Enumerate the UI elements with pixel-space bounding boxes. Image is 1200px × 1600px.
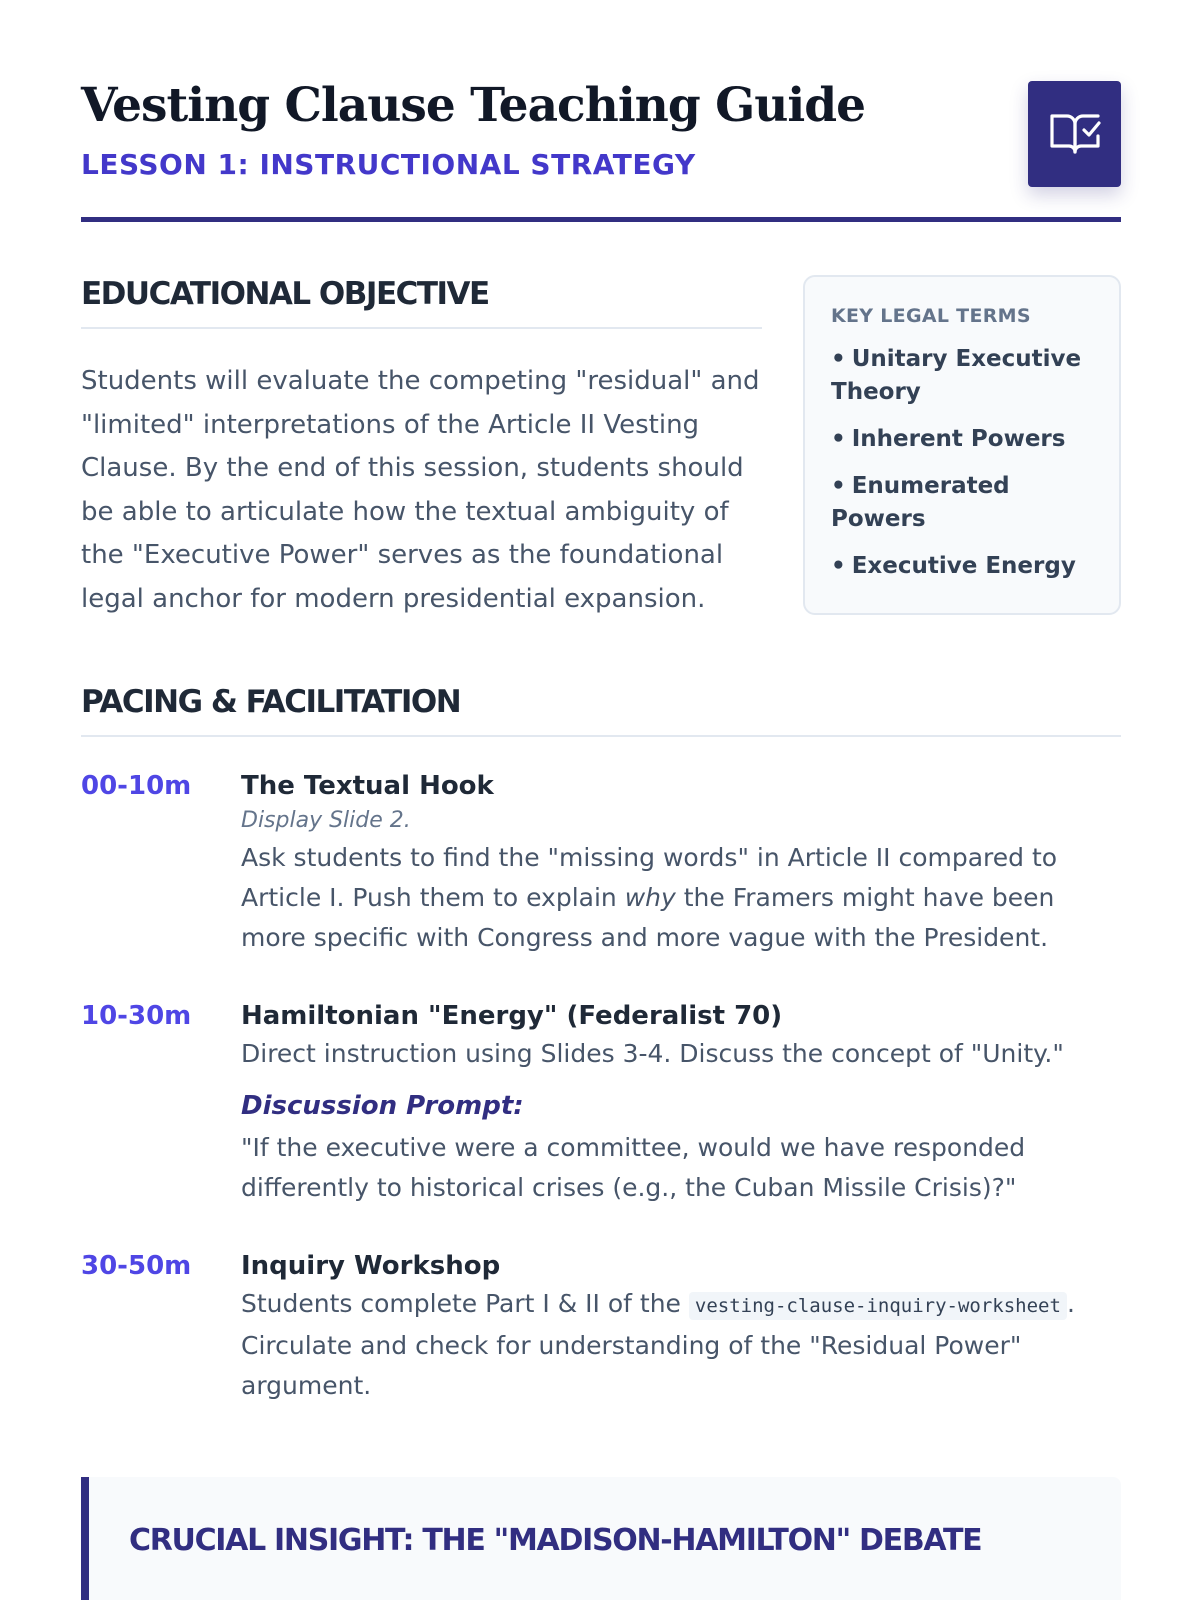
pacing-heading: PACING & FACILITATION — [81, 684, 461, 720]
discussion-prompt-text: "If the executive were a committee, would we have responded differently to historical crises (e.g., the Cuban Missile Crisis)?" — [241, 1133, 1026, 1202]
slot-title: Inquiry Workshop — [241, 1251, 501, 1281]
key-term-label: Enumerated Powers — [831, 473, 1010, 532]
bullet-icon: • — [831, 473, 846, 499]
pacing-timeline — [81, 768, 1121, 1446]
slot-body — [241, 768, 1121, 958]
bullet-icon: • — [831, 346, 846, 372]
key-term-label: Executive Energy — [851, 553, 1076, 579]
key-term-item — [831, 550, 1093, 583]
slot-text-part: Ask students to find the "missing words" in Article II compared to Article I. Push them to explain — [241, 843, 1058, 912]
slot-text — [241, 1284, 1121, 1406]
objective-divider — [81, 327, 762, 329]
insight-callout — [81, 1477, 1121, 1600]
slot-text-part: the Framers might have been more specific with Congress and more vague with the President. — [241, 883, 1055, 952]
worksheet-code: vesting-clause-inquiry-worksheet — [689, 1292, 1067, 1320]
timeline-slot — [81, 768, 1121, 958]
timeline-slot — [81, 1248, 1121, 1406]
page-header — [81, 72, 1121, 222]
slot-time: 30-50m — [81, 1251, 192, 1281]
key-term-label: Unitary Executive Theory — [831, 346, 1082, 405]
lesson-subtitle: LESSON 1: INSTRUCTIONAL STRATEGY — [81, 148, 696, 181]
timeline-slot — [81, 998, 1121, 1208]
discussion-prompt-label: Discussion Prompt: — [241, 1091, 524, 1121]
page-title: Vesting Clause Teaching Guide — [81, 78, 865, 133]
slot-time: 00-10m — [81, 771, 192, 801]
objective-heading: EDUCATIONAL OBJECTIVE — [81, 276, 489, 312]
slot-title: The Textual Hook — [241, 771, 494, 801]
insight-title: CRUCIAL INSIGHT: THE "MADISON-HAMILTON" DEBATE — [129, 1523, 982, 1558]
slot-title: Hamiltonian "Energy" (Federalist 70) — [241, 1001, 783, 1031]
slot-time: 10-30m — [81, 1001, 192, 1031]
pacing-divider — [81, 735, 1121, 737]
key-terms-card — [803, 275, 1121, 615]
slot-text-part: . Circulate and check for understanding of the "Residual Power" argument. — [241, 1289, 1075, 1400]
slot-text-part: Students complete Part I & II of the — [241, 1289, 689, 1318]
objective-text: Students will evaluate the competing "residual" and "limited" interpretations of the Article II Vesting Clause. By the end of this session, students should be able to articulate how the textual ambiguity of the "Executive Power" serves as the foundational legal anchor for modern presidential expansion. — [81, 366, 760, 614]
key-terms-title: KEY LEGAL TERMS — [831, 305, 1031, 327]
slot-body — [241, 1248, 1121, 1406]
slot-text — [241, 838, 1121, 958]
key-terms-list — [831, 343, 1093, 583]
slot-note: Display Slide 2. — [241, 808, 411, 833]
key-term-item — [831, 470, 1093, 536]
key-term-label: Inherent Powers — [851, 426, 1066, 452]
bullet-icon: • — [831, 553, 846, 579]
slot-text-emphasis: why — [624, 883, 676, 912]
bullet-icon: • — [831, 426, 846, 452]
slot-body — [241, 998, 1121, 1208]
slot-text: Direct instruction using Slides 3-4. Discuss the concept of "Unity." — [241, 1039, 1064, 1068]
book-check-icon — [1048, 110, 1102, 158]
logo-badge — [1028, 81, 1121, 187]
key-term-item — [831, 423, 1093, 456]
key-term-item — [831, 343, 1093, 409]
